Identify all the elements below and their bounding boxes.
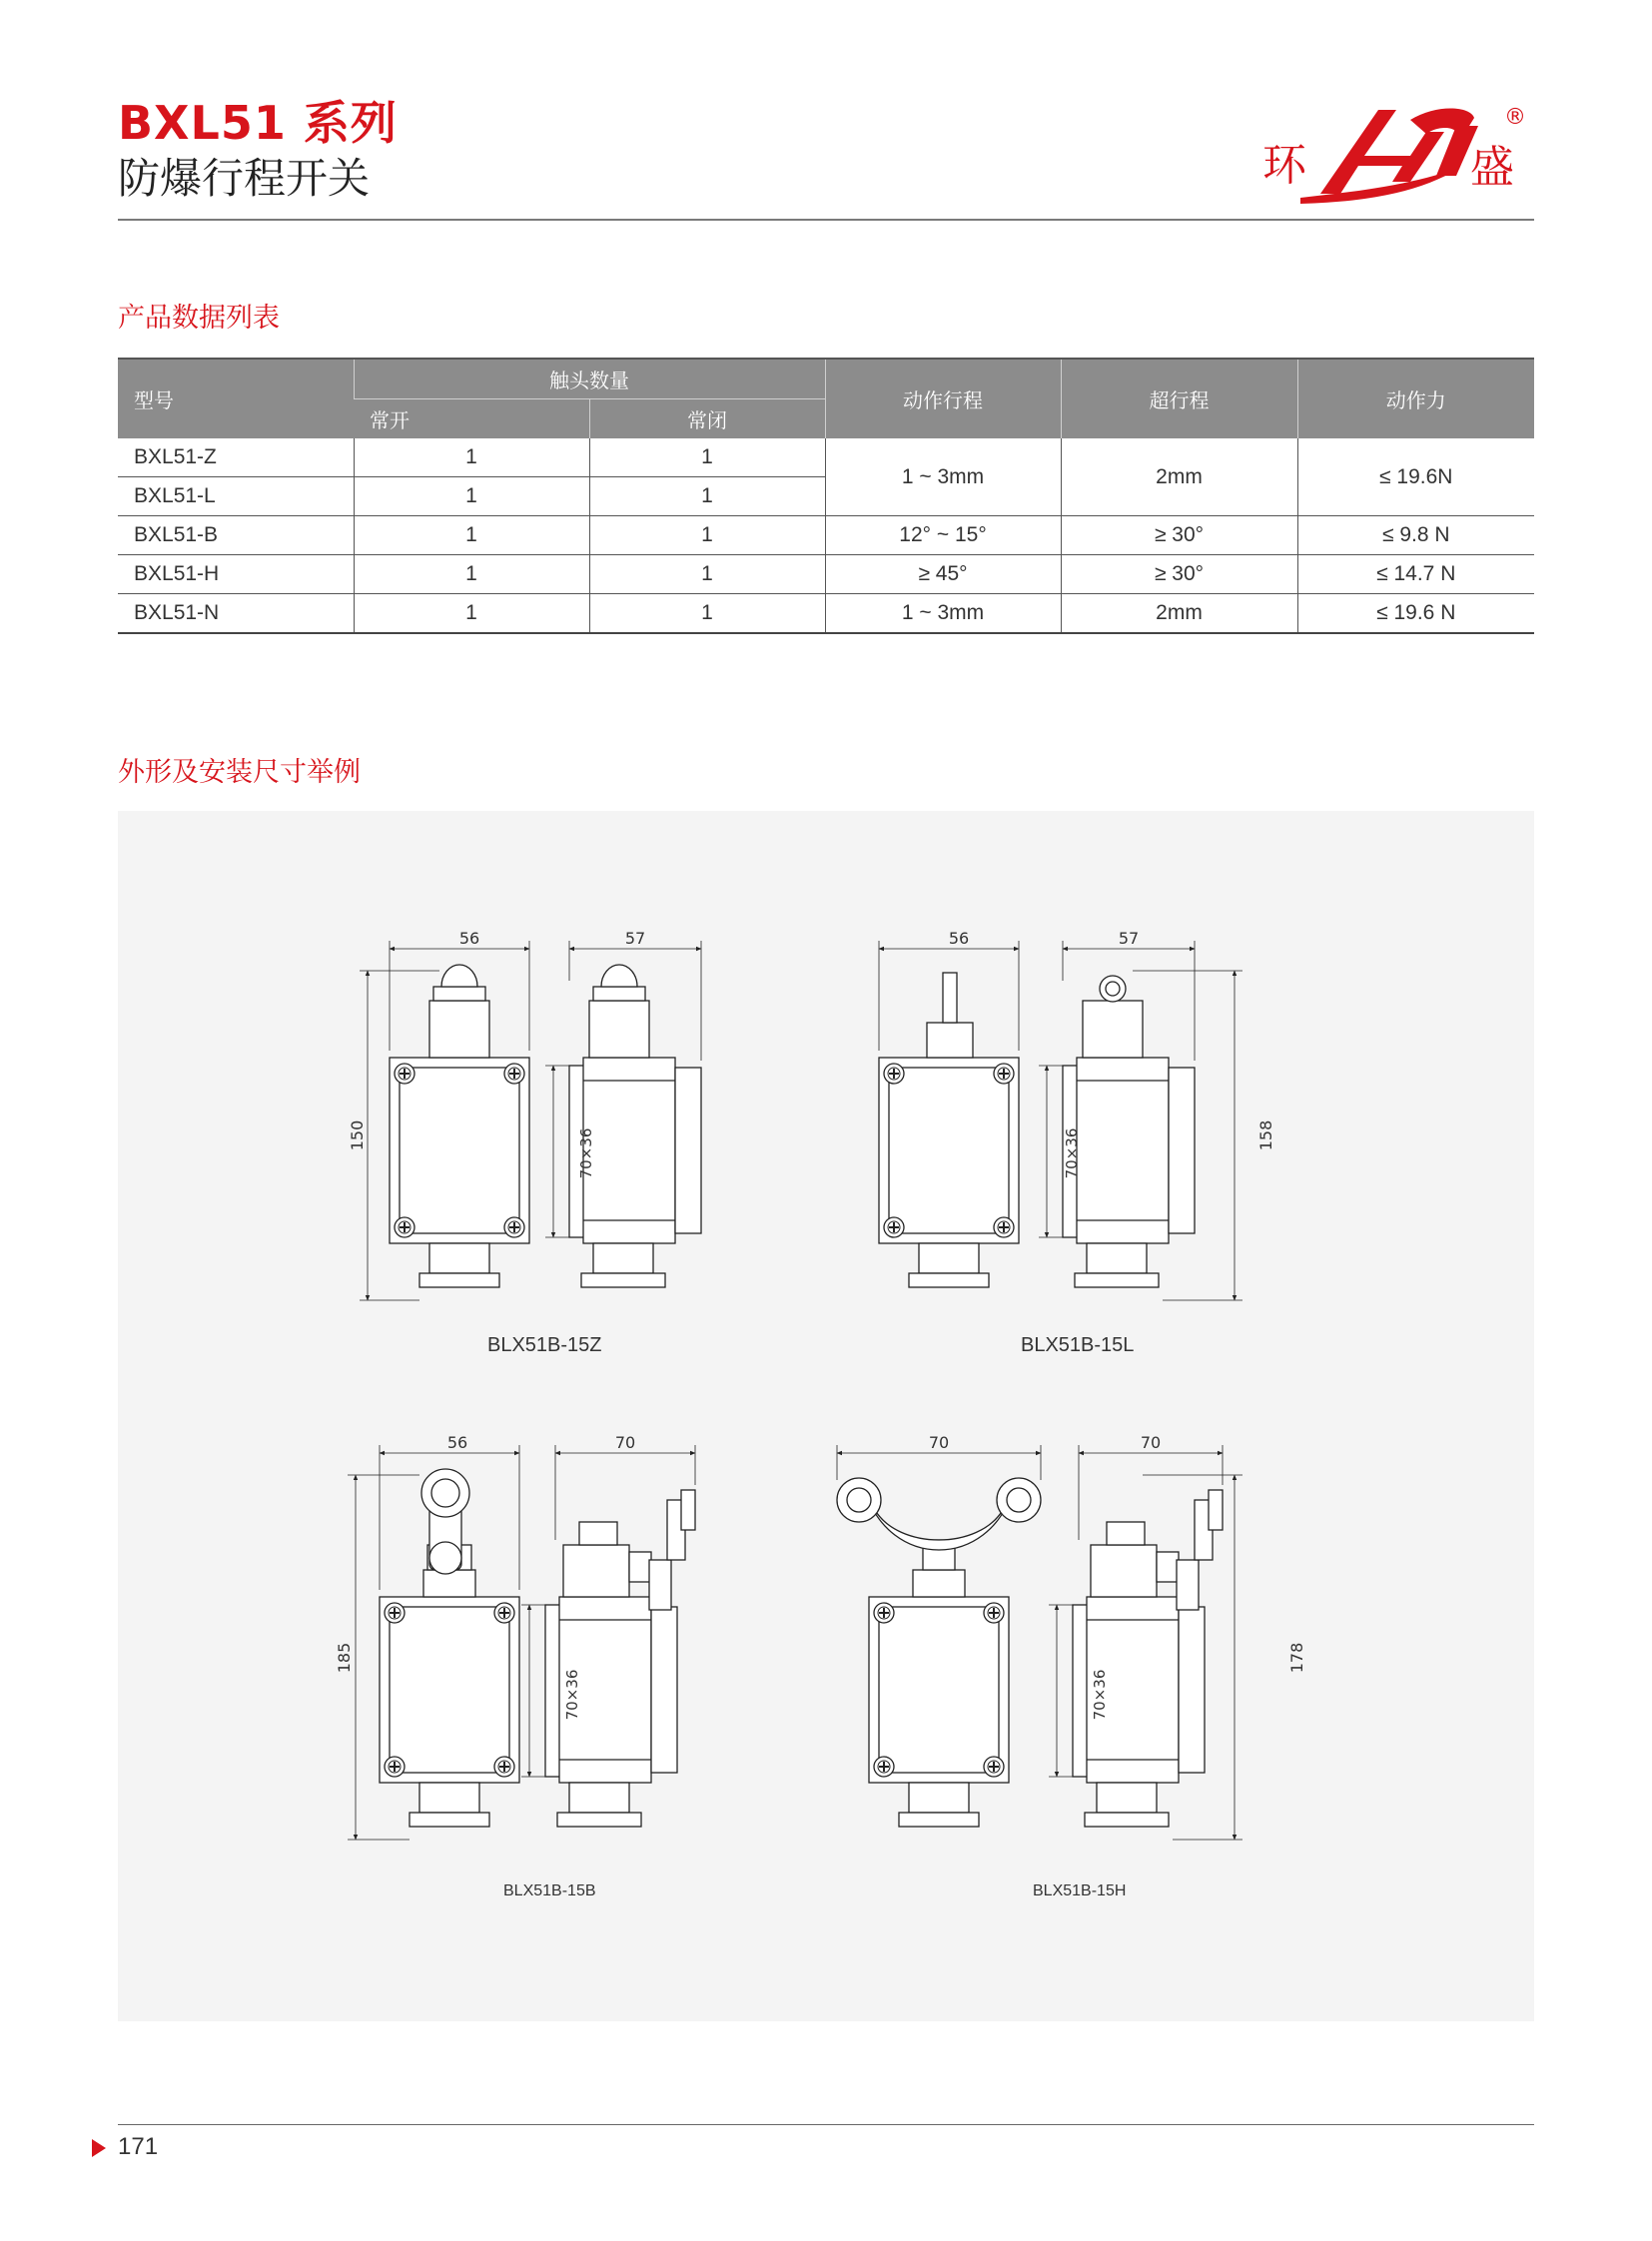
header-travel: 动作行程 (825, 359, 1061, 438)
cell-force: ≤ 14.7 N (1297, 555, 1534, 594)
drawing-l-front (879, 941, 1019, 1287)
table-row (118, 438, 1534, 477)
figure-label-l: BLX51B-15L (1021, 1334, 1135, 1356)
drawing-l-side (1039, 941, 1242, 1300)
cell-overtravel: ≥ 30° (1061, 516, 1297, 555)
cell-force: ≤ 19.6N (1297, 438, 1534, 516)
z-front-width: 56 (458, 929, 480, 948)
cell-nc: 1 (589, 516, 825, 555)
drawing-b-side (521, 1445, 695, 1827)
brand-left-char: 环 (1262, 140, 1306, 191)
cell-overtravel: 2mm (1061, 594, 1297, 634)
cell-overtravel: ≥ 30° (1061, 555, 1297, 594)
l-height: 158 (1256, 1120, 1275, 1151)
z-side-width: 57 (624, 929, 646, 948)
drawings-panel (118, 811, 1534, 2021)
cell-nc: 1 (589, 594, 825, 634)
table-row (118, 555, 1534, 594)
cell-no: 1 (354, 477, 589, 516)
footer-divider (118, 2124, 1534, 2125)
b-mount: 70×36 (563, 1669, 581, 1721)
h-side-width: 70 (1140, 1433, 1162, 1452)
header-contacts: 触头数量 (354, 359, 825, 399)
header-model: 型号 (118, 359, 354, 438)
cell-travel: 1 ~ 3mm (825, 594, 1061, 634)
cell-model: BXL51-N (118, 594, 354, 634)
table-row (118, 594, 1534, 634)
page-number: 171 (118, 2133, 159, 2160)
l-front-width: 56 (948, 929, 970, 948)
header-normally-closed: 常闭 (589, 399, 825, 439)
l-mount: 70×36 (1063, 1127, 1081, 1179)
cell-overtravel: 2mm (1061, 438, 1297, 516)
figure-label-z: BLX51B-15Z (487, 1334, 602, 1356)
cell-model: BXL51-Z (118, 438, 354, 477)
header-force: 动作力 (1297, 359, 1534, 438)
cell-travel: ≥ 45° (825, 555, 1061, 594)
table-row (118, 516, 1534, 555)
cell-model: BXL51-B (118, 516, 354, 555)
cell-force: ≤ 9.8 N (1297, 516, 1534, 555)
cell-no: 1 (354, 555, 589, 594)
hs-emblem-icon (1300, 109, 1478, 205)
h-front-width: 70 (928, 1433, 950, 1452)
figure-label-b: BLX51B-15B (503, 1882, 596, 1899)
brand-right-char: 盛 (1470, 142, 1514, 193)
cell-travel: 1 ~ 3mm (825, 438, 1061, 516)
drawing-h-front (837, 1445, 1041, 1827)
header-normally-open: 常开 (354, 399, 589, 439)
header-overtravel: 超行程 (1061, 359, 1297, 438)
cell-force: ≤ 19.6 N (1297, 594, 1534, 634)
cell-nc: 1 (589, 555, 825, 594)
drawing-b-front (348, 1445, 519, 1840)
cell-no: 1 (354, 594, 589, 634)
drawing-z-front (360, 941, 529, 1300)
section-title-drawings: 外形及安装尺寸举例 (118, 757, 361, 788)
page-arrow-icon (92, 2139, 106, 2157)
figure-label-h: BLX51B-15H (1033, 1882, 1127, 1899)
product-data-table (118, 358, 1534, 634)
cell-nc: 1 (589, 477, 825, 516)
z-height: 150 (348, 1120, 367, 1151)
header-divider (118, 219, 1534, 221)
z-mount: 70×36 (577, 1127, 595, 1179)
registered-mark-icon: ® (1504, 105, 1526, 130)
b-height: 185 (335, 1642, 354, 1674)
drawing-h-side (1049, 1445, 1242, 1840)
b-front-width: 56 (446, 1433, 468, 1452)
cell-no: 1 (354, 516, 589, 555)
technical-drawings (118, 811, 1534, 2021)
cell-nc: 1 (589, 438, 825, 477)
brand-logo (1260, 96, 1540, 212)
h-height: 178 (1287, 1642, 1306, 1674)
h-mount: 70×36 (1091, 1669, 1109, 1721)
section-title-table: 产品数据列表 (118, 303, 280, 334)
cell-model: BXL51-H (118, 555, 354, 594)
cell-no: 1 (354, 438, 589, 477)
drawing-z-side (545, 941, 701, 1287)
series-title: BXL51 系列 (118, 96, 398, 150)
b-side-width: 70 (614, 1433, 636, 1452)
l-side-width: 57 (1118, 929, 1140, 948)
cell-travel: 12° ~ 15° (825, 516, 1061, 555)
product-name: 防爆行程开关 (118, 154, 371, 203)
cell-model: BXL51-L (118, 477, 354, 516)
